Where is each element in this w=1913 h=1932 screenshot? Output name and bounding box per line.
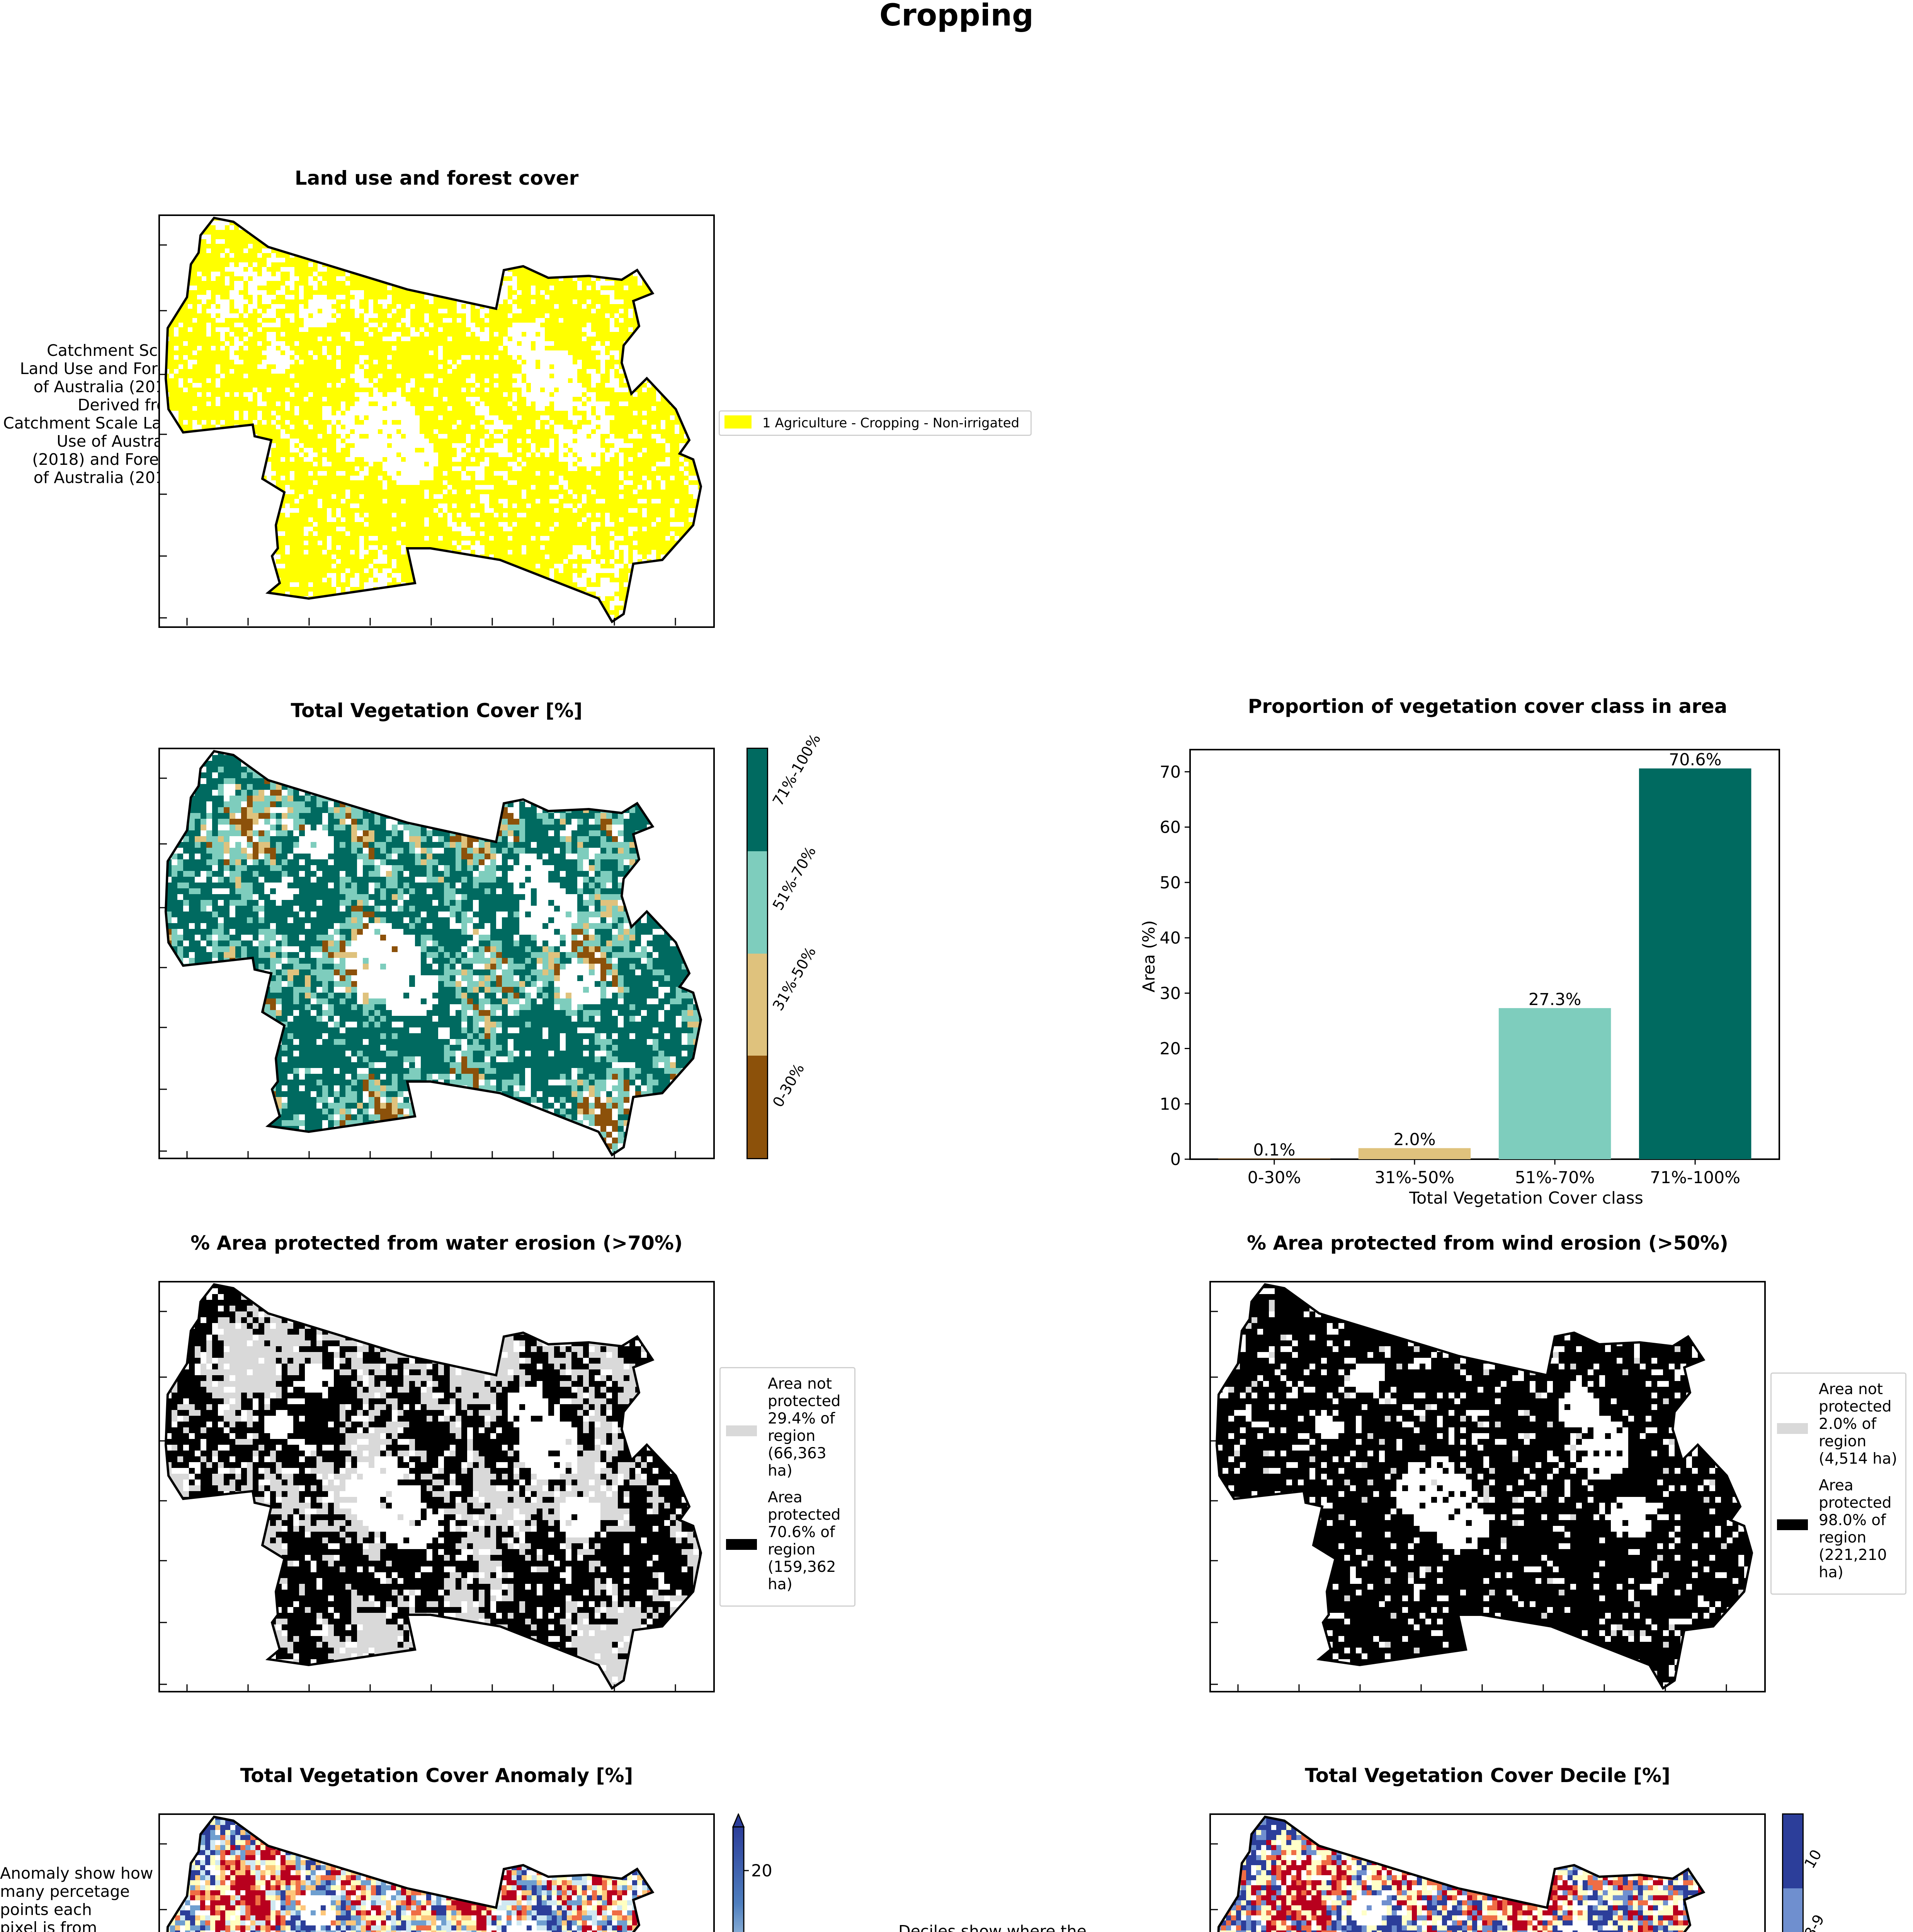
legend-item (1777, 1477, 1900, 1581)
anomaly-title: Total Vegetation Cover Anomaly [%] (158, 1764, 715, 1787)
legend-label: Area protected 98.0% of region (221,210 ha) (1819, 1477, 1892, 1581)
y-tick-label: 70 (1160, 762, 1181, 782)
bar (1499, 1008, 1611, 1159)
land-use-map (158, 214, 715, 628)
y-tick-label: 0 (1170, 1150, 1181, 1169)
colorbar-segment (1783, 1888, 1802, 1932)
colorbar-tick-label: 20 (751, 1861, 772, 1881)
anomaly-colorbar (726, 1813, 796, 1932)
legend-item (726, 1489, 849, 1593)
vegetation-class-bar-chart (1121, 688, 1808, 1221)
tvc-colorbar-label: 71%-100% (769, 731, 824, 809)
legend-swatch (726, 1425, 757, 1436)
legend-item (724, 415, 1026, 431)
legend-swatch (1777, 1519, 1808, 1530)
decile-map (1209, 1813, 1766, 1932)
bar-chart-title: Proportion of vegetation cover class in area (1248, 695, 1728, 718)
legend-swatch (726, 1539, 757, 1550)
tvc-map (158, 748, 715, 1159)
x-tick-label: 51%-70% (1515, 1168, 1595, 1187)
bar-chart-ylabel: Area (%) (1139, 920, 1159, 992)
legend-item (726, 1375, 849, 1480)
bar-value-label: 2.0% (1393, 1130, 1435, 1149)
map-raster (160, 1282, 713, 1691)
legend-item (1777, 1381, 1900, 1468)
anomaly-map (158, 1813, 715, 1932)
colorbar-segment (748, 954, 767, 1056)
wind-erosion-map (1209, 1281, 1766, 1692)
wind-erosion-legend (1770, 1372, 1906, 1595)
decile-colorbar-label: 8-9 (1801, 1912, 1828, 1932)
legend-label: Area protected 70.6% of region (159,362 ha) (768, 1489, 841, 1593)
page-title: Cropping (0, 0, 1913, 31)
legend-label: Area not protected 29.4% of region (66,363 ha) (768, 1375, 841, 1480)
bar-chart-axes (1160, 750, 1779, 1187)
decile-note: Deciles show where the (898, 1922, 1130, 1932)
tvc-colorbar (746, 748, 768, 1159)
map-raster (1211, 1282, 1764, 1691)
water-erosion-map (158, 1281, 715, 1692)
decile-colorbar (1782, 1813, 1804, 1932)
colorbar-segment (1783, 1815, 1802, 1888)
y-tick-label: 30 (1160, 984, 1181, 1003)
bar-chart-xlabel: Total Vegetation Cover class (1409, 1189, 1643, 1208)
bar (1359, 1148, 1471, 1159)
land-use-legend (719, 410, 1032, 436)
legend-swatch (1777, 1423, 1808, 1434)
land-use-note: Catchment Land Use and Forest of Australia (2018) Derived Catchment Scale Use of Australia (2018) and Forests of Australia (2018) (0, 342, 182, 487)
y-tick-label: 20 (1160, 1039, 1181, 1059)
decile-title: Total Vegetation Cover Decile [%] (1209, 1764, 1766, 1787)
tvc-colorbar-label: 0-30% (769, 1061, 808, 1110)
water-erosion-title: % Area protected from water erosion (>70%) (158, 1232, 715, 1254)
tvc-colorbar-label: 31%-50% (769, 944, 819, 1014)
x-tick-label: 31%-50% (1375, 1168, 1455, 1187)
tvc-colorbar-label: 51%-70% (769, 844, 819, 913)
map-raster (160, 749, 713, 1158)
anomaly-note: Anomaly show how many percetage points each pixel is from (0, 1864, 162, 1932)
colorbar-segment (748, 1056, 767, 1158)
colorbar-segment (748, 851, 767, 954)
colorbar-segment (748, 749, 767, 851)
bar (1639, 769, 1751, 1159)
bar-value-label: 27.3% (1529, 990, 1581, 1009)
decile-colorbar-label: 10 (1801, 1847, 1825, 1871)
x-tick-label: 71%-100% (1650, 1168, 1740, 1187)
legend-label: Area not protected 2.0% of region (4,514 ha) (1819, 1381, 1897, 1468)
legend-swatch (724, 415, 752, 429)
legend-label: 1 Agriculture - Cropping - Non-irrigated (762, 415, 1019, 431)
y-tick-label: 60 (1160, 818, 1181, 837)
wind-erosion-title: % Area protected from wind erosion (>50%) (1209, 1232, 1766, 1254)
x-tick-label: 0-30% (1248, 1168, 1301, 1187)
y-tick-label: 10 (1160, 1095, 1181, 1114)
bar-value-label: 0.1% (1253, 1141, 1295, 1160)
bar-value-label: 70.6% (1669, 750, 1722, 770)
y-tick-label: 40 (1160, 929, 1181, 948)
water-erosion-legend (719, 1367, 855, 1607)
tvc-title: Total Vegetation Cover [%] (158, 699, 715, 722)
map-raster (160, 216, 713, 626)
land-use-title: Land use and forest cover (158, 167, 715, 189)
y-tick-label: 50 (1160, 873, 1181, 893)
